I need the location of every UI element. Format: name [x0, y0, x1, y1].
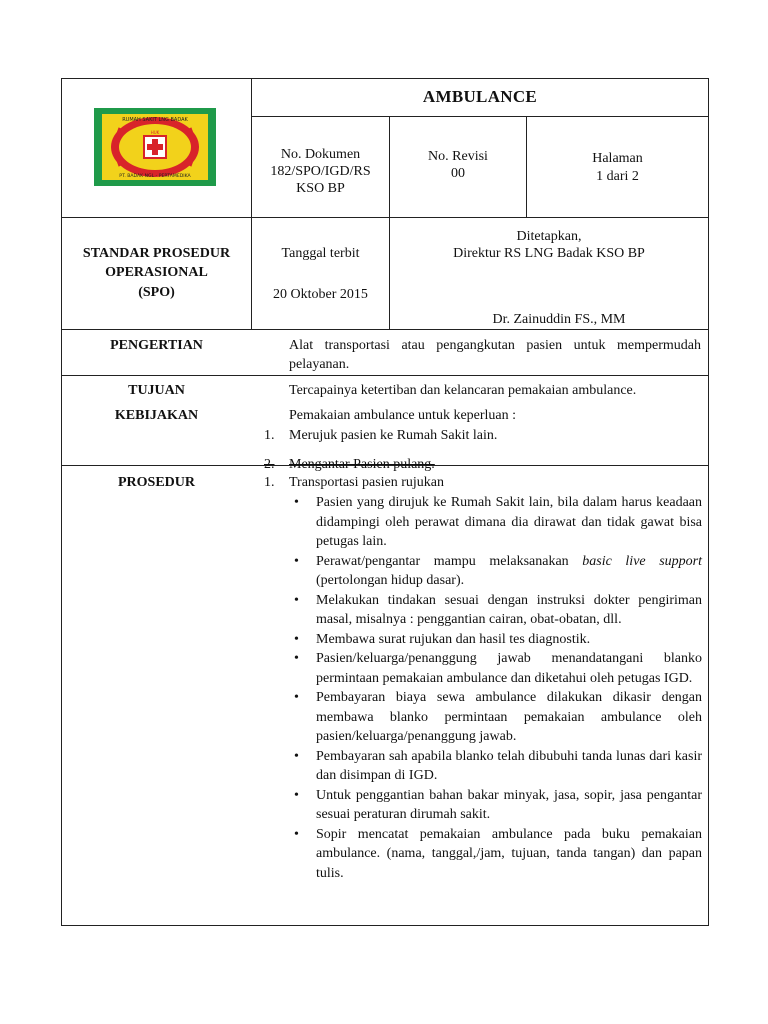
page-value: 1 dari 2 [596, 169, 639, 184]
set-label: Ditetapkan, [516, 229, 582, 244]
logo-badge-text: HUK [150, 130, 160, 135]
bullet-text: Sopir mencatat pemakaian ambulance pada buku pemakaian ambulance. (nama, tanggal,/jam, tujuan, tanda tangan) dan papan tulis. [316, 826, 702, 881]
pengertian-text: Alat transportasi atau pengangkutan pasien untuk mempermudah pelayanan. [289, 338, 701, 372]
list-item [292, 493, 702, 552]
bullet-text: Pasien yang dirujuk ke Rumah Sakit lain, bila dalam harus keadaan didampingi oleh perawat dimana dia dirawat dan tidak gawat bisa petugas lain. [316, 495, 702, 549]
table-border-right [708, 78, 709, 926]
logo-text-bottom: PT. BADAK NGL - PERTAMEDIKA [119, 174, 191, 179]
kebijakan-label: KEBIJAKAN [114, 408, 199, 423]
revision-label: No. Revisi [428, 149, 488, 164]
prosedur-item1-number: 1. [264, 475, 275, 490]
doc-number-line2: KSO BP [296, 181, 345, 196]
row-divider-header [61, 217, 709, 218]
revision-value: 00 [451, 166, 465, 181]
bullet-icon: • [294, 651, 299, 666]
table-border-left [61, 78, 62, 926]
bullet-text: Untuk penggantian bahan bakar minyak, jasa, sopir, jasa pengantar sesuai peraturan dirumah sakit. [316, 787, 702, 822]
kebijakan-intro: Pemakaian ambulance untuk keperluan : [289, 408, 517, 423]
bullet-icon: • [294, 787, 299, 803]
issued-label: Tanggal terbit [281, 246, 360, 261]
document-title: AMBULANCE [422, 87, 538, 106]
prosedur-label: PROSEDUR [117, 475, 195, 490]
row-divider-spo [61, 329, 709, 330]
spo-title-line2: OPERASIONAL [105, 265, 208, 280]
director-name: Dr. Zainuddin FS., MM [492, 312, 626, 327]
list-item [292, 649, 702, 688]
doc-number-line1: 182/SPO/IGD/RS [270, 164, 371, 179]
doc-number-label: No. Dokumen [280, 147, 361, 162]
bullet-icon: • [294, 748, 299, 764]
kebijakan-item2-number: 2. [264, 457, 275, 472]
list-item [292, 747, 702, 786]
list-item [292, 688, 702, 747]
bullet-icon: • [294, 690, 299, 705]
bullet-text: Perawat/pengantar mampu melaksanakan basic live support (pertolongan hidup dasar). [316, 553, 703, 588]
director-title: Direktur RS LNG Badak KSO BP [453, 246, 645, 261]
bullet-icon: • [294, 495, 299, 510]
list-item [292, 825, 702, 884]
bullet-icon: • [294, 631, 299, 647]
bullet-text: Pembayaran biaya sewa ambulance dilakukan dikasir dengan membawa blanko permintaan pemakaian ambulance oleh pasien/keluarga/penanggung jawab. [316, 690, 702, 744]
list-item [292, 630, 702, 650]
table-border-bottom [61, 925, 709, 926]
prosedur-bullet-list [292, 493, 702, 883]
tujuan-text: Tercapainya ketertiban dan kelancaran pemakaian ambulance. [289, 383, 637, 398]
bullet-text: Pembayaran sah apabila blanko telah dibubuhi tanda lunas dari kasir dan disimpan di IGD. [316, 748, 702, 783]
prosedur-item1: Transportasi pasien rujukan [289, 475, 445, 490]
logo-text-top: RUMAH SAKIT LNG BADAK [122, 117, 188, 123]
row-divider-pengertian [61, 375, 709, 376]
list-item [292, 552, 702, 591]
kebijakan-item2: Mengantar Pasien pulang. [289, 457, 435, 472]
table-border-top [61, 78, 709, 79]
bullet-text: Membawa surat rujukan dan hasil tes diagnostik. [316, 631, 591, 647]
hospital-logo [92, 106, 218, 188]
pengertian-label: PENGERTIAN [110, 338, 203, 353]
issued-date: 20 Oktober 2015 [273, 287, 368, 302]
bullet-icon: • [294, 826, 299, 842]
list-item [292, 591, 702, 630]
list-item [292, 786, 702, 825]
spo-title-line1: STANDAR PROSEDUR [82, 246, 231, 261]
kebijakan-item1: Merujuk pasien ke Rumah Sakit lain. [289, 428, 498, 443]
bullet-icon: • [294, 553, 299, 569]
kebijakan-item1-number: 1. [264, 428, 275, 443]
title-divider [251, 116, 709, 117]
bullet-text: Melakukan tindakan sesuai dengan instruksi dokter pengiriman masal, misalnya : penggantian cairan, obat-obatan, dll. [316, 592, 702, 627]
bullet-icon: • [294, 592, 299, 608]
bullet-text: Pasien/keluarga/penanggung jawab menandatangani blanko permintaan pemakaian ambulance dan diketahui oleh petugas IGD. [316, 651, 702, 686]
page-label: Halaman [592, 151, 643, 166]
spo-title-line3: (SPO) [138, 285, 175, 300]
tujuan-label: TUJUAN [128, 383, 185, 398]
